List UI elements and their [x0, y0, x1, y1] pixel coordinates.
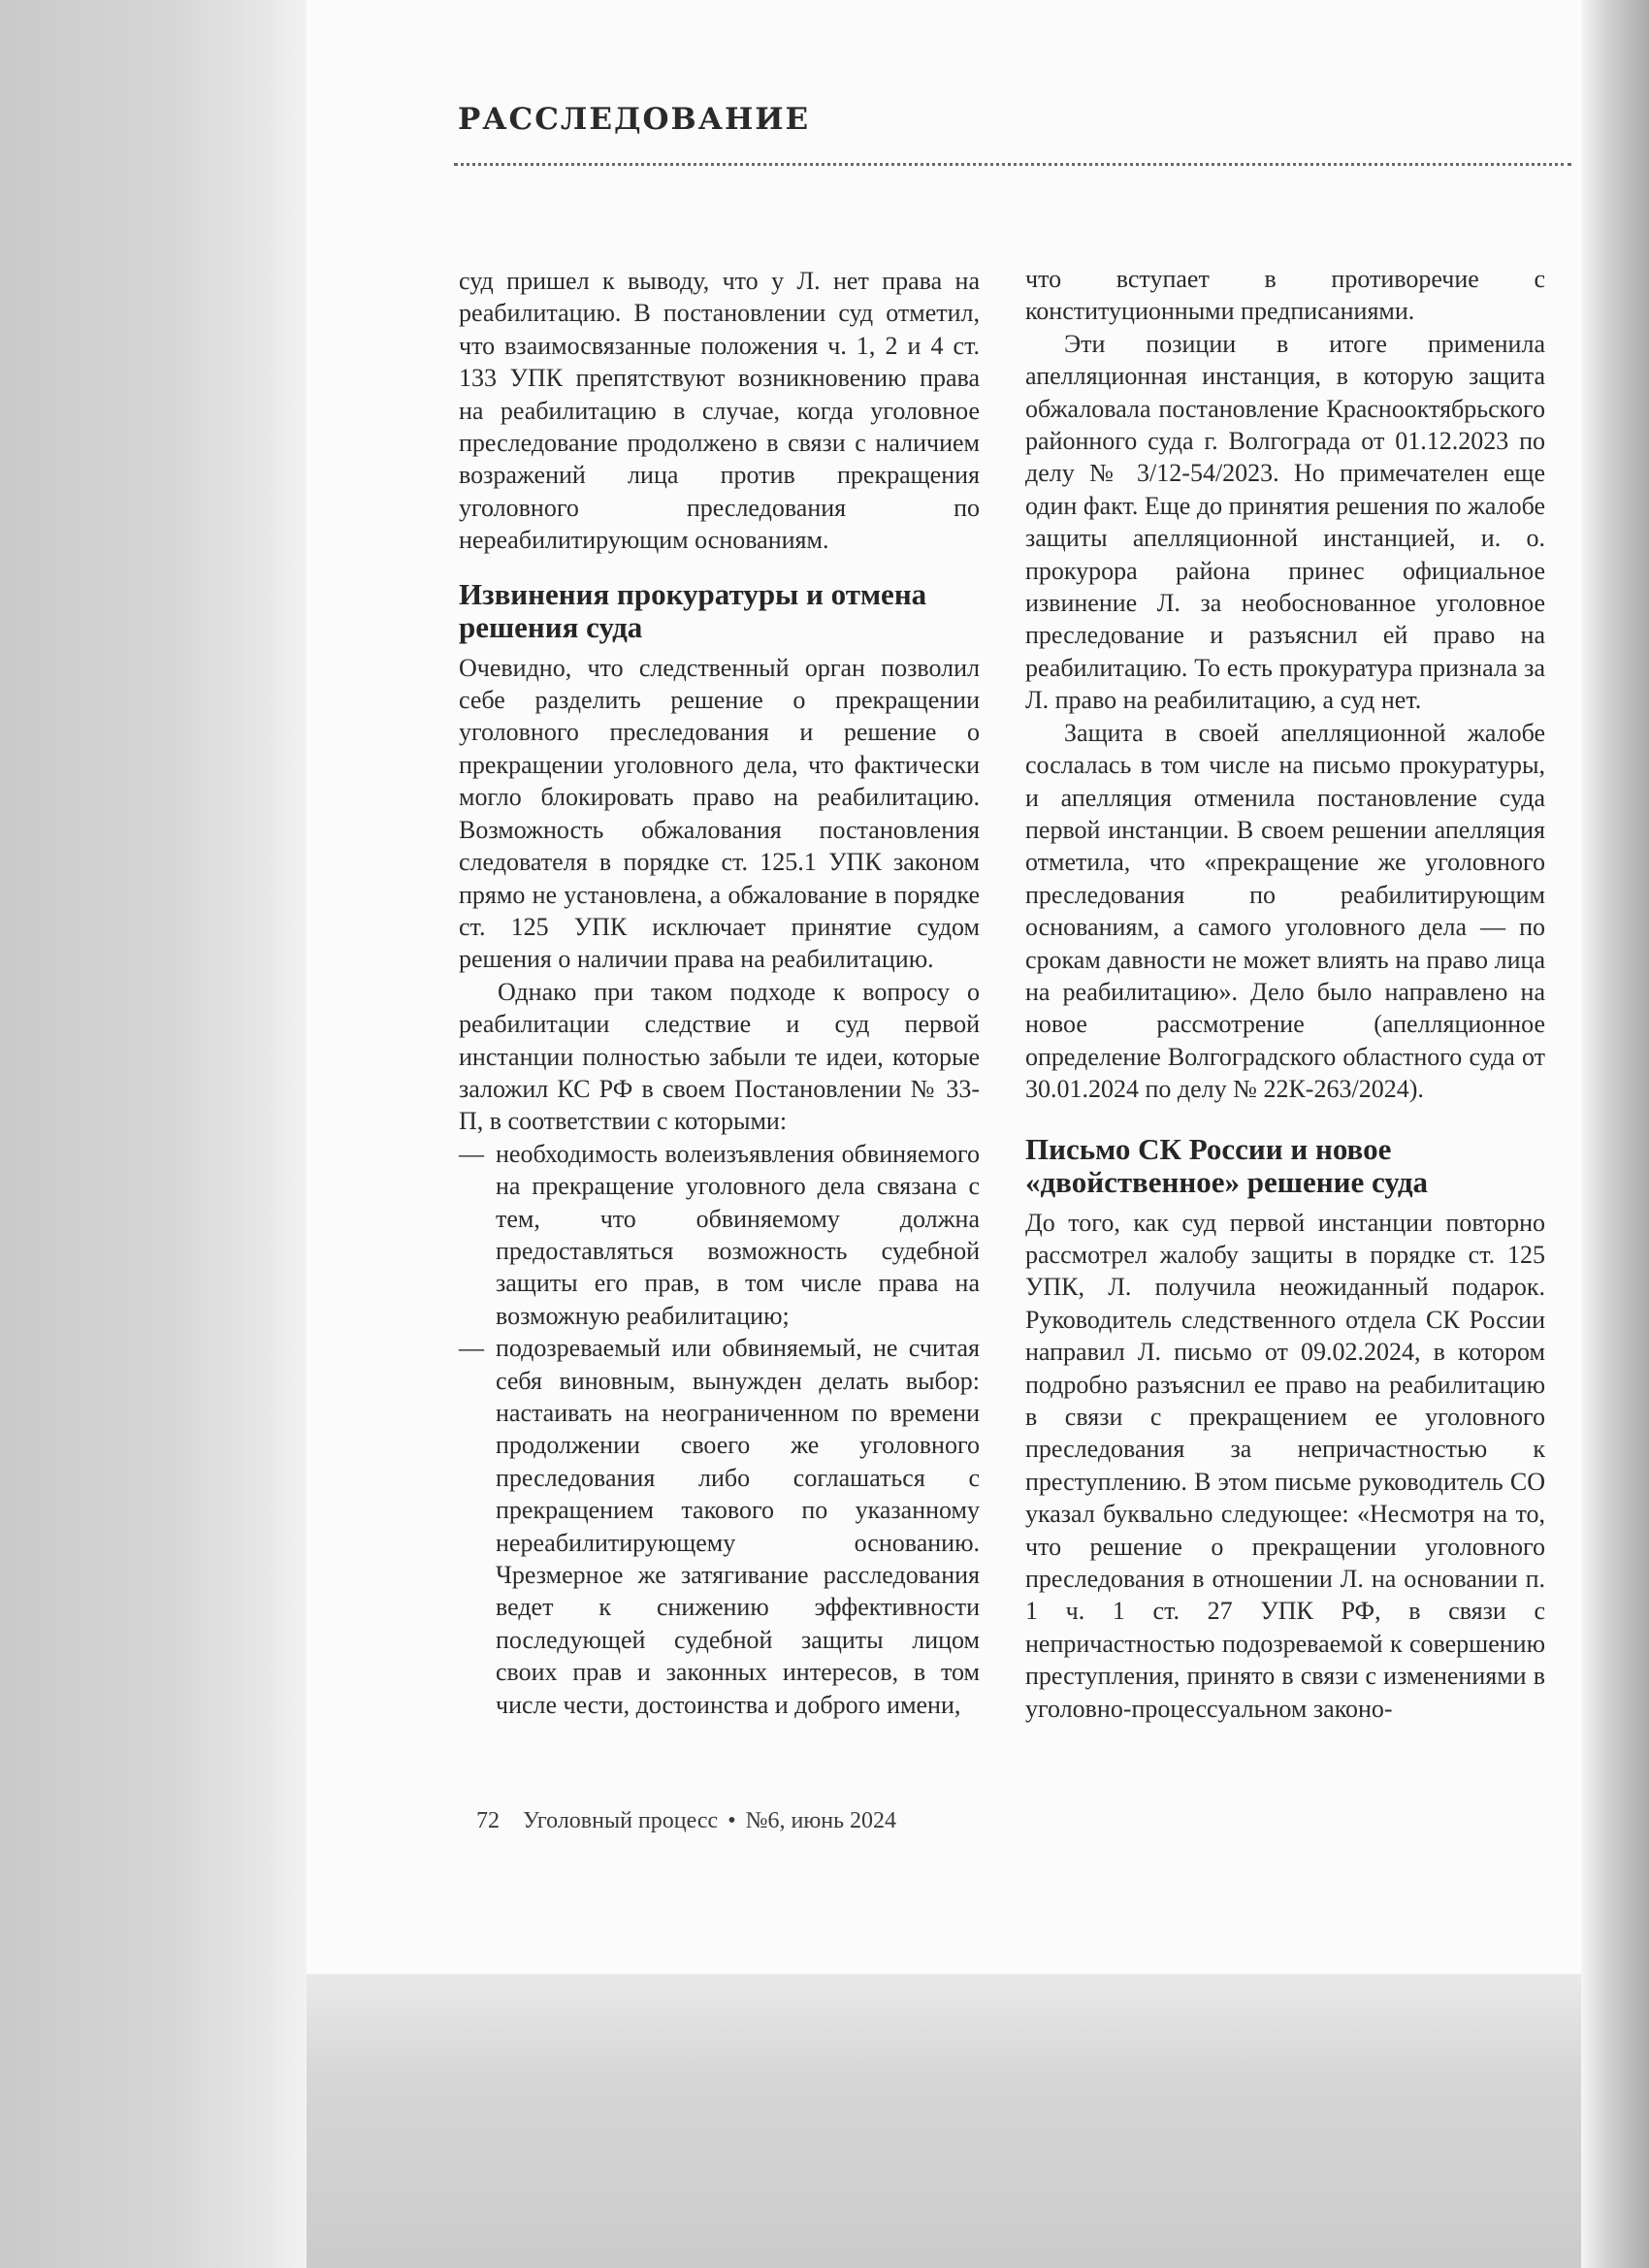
subheading: Письмо СК России и новое «двойственное» решение суда — [1025, 1131, 1429, 1199]
paragraph: Очевидно, что следственный орган позволил себе разделить решение о прекращении уголовного преследования и решение о прекращении уголовного дела, что фактически могло блокировать право на реабилитацию. Возможность обжалования постановления следователя в порядке ст. 125.1 УПК законом прямо не установлена, а обжалование в порядке ст. 125 УПК исключает принятие судом решения о наличии права на реабилитацию. — [459, 653, 980, 974]
left-column — [459, 265, 980, 1721]
paragraph: До того, как суд первой инстанции повторно рассмотрел жалобу защиты в порядке ст. 125 УПК, Л. получила неожиданный подарок. Руководитель следственного отдела СК России направил Л. письмо от 09.02.2024, в котором подробно разъяснил ее право на реабилитацию в связи с прекращением ее уголовного преследования за непричастностью к преступлению. В этом письме руководитель СО указал буквально следующее: «Несмотря на то, что решение о прекращении уголовного преследования в отношении Л. на основании п. 1 ч. 1 ст. 27 УПК РФ, в связи с непричастностью подозреваемой к совершению преступления, принято в связи с изменениями в уголовно-процессуальном законо- — [1025, 1208, 1545, 1723]
page-footer — [476, 1808, 900, 1834]
paragraph: суд пришел к выводу, что у Л. нет права на реабилитацию. В постановлении суд отметил, что взаимосвязанные положения ч. 1, 2 и 4 ст. 133 УПК препятствуют возникновению права на реабилитацию в случае, когда уголовное преследование продолжено в связи с наличием возражений лица против прекращения уголовного преследования по нереабилитирующим основаниям. — [459, 267, 980, 555]
paragraph: Эти позиции в итоге применила апелляционная инстанция, в которую защита обжаловала постановление Краснооктябрьского районного суда г. Волгограда от 01.12.2023 по делу № 3/12-54/2023. Но примечателен еще один факт. Еще до принятия решения по жалобе защиты апелляционной инстанцией, и. о. прокурора района принес официальное извинение Л. за необоснованное уголовное преследование и разъяснил ей право на реабилитацию. То есть прокуратура признала за Л. право на реабилитацию, а суд нет. — [1025, 329, 1545, 715]
list-item — [459, 1138, 980, 1332]
right-column — [1025, 263, 1545, 1725]
scan-margin-bottom — [307, 1974, 1581, 2268]
scan-margin-left — [0, 0, 307, 2268]
list-item-text: необходимость волеизъявления обвиняемого на прекращение уголовного дела связана с тем, что обвиняемому должна предоставляться возможность судебной защиты его прав, в том числе права на возможную реабилитацию; — [496, 1139, 980, 1330]
dash-marker: — — [459, 1334, 484, 1363]
list-item — [459, 1332, 980, 1721]
issue-info: №6, июнь 2024 — [745, 1808, 897, 1833]
page-number: 72 — [476, 1808, 500, 1833]
scan-margin-right — [1581, 0, 1649, 2268]
dash-list — [459, 1138, 980, 1721]
paragraph: что вступает в противоречие с конституционными предписаниями. — [1025, 265, 1545, 326]
section-title: РАССЛЕДОВАНИЕ — [458, 102, 811, 137]
journal-name: Уголовный процесс — [523, 1808, 719, 1833]
list-item-text: подозреваемый или обвиняемый, не считая себя виновным, вынужден делать выбор: настаивать на неограниченном по времени продолжении своего же уголовного преследования либо соглашаться с прекращением такового по указанному нереабилитирующему основанию. Чрезмерное же затягивание расследования ведет к снижению эффективности последующей судебной защиты лицом своих прав и законных интересов, в том числе чести, достоинства и доброго имени, — [496, 1334, 980, 1719]
footer-separator: • — [728, 1808, 736, 1833]
subheading: Извинения прокуратуры и отмена решения суда — [459, 576, 927, 644]
dotted-divider — [454, 163, 1571, 166]
paragraph: Защита в своей апелляционной жалобе сослалась в том числе на письмо прокуратуры, и апелляция отменила постановление суда первой инстанции. В своем решении апелляция отметила, что «прекращение же уголовного преследования по реабилитирующим основаниям, а самого уголовного дела — по срокам давности не может влиять на право лица на реабилитацию». Дело было направлено на новое рассмотрение (апелляционное определение Волгоградского областного суда от 30.01.2024 по делу № 22К-263/2024). — [1025, 718, 1545, 1104]
paragraph: Однако при таком подходе к вопросу о реабилитации следствие и суд первой инстанции полностью забыли те идеи, которые заложил КС РФ в своем Постановлении № 33-П, в соответствии с которыми: — [459, 977, 980, 1136]
dash-marker: — — [459, 1139, 484, 1168]
